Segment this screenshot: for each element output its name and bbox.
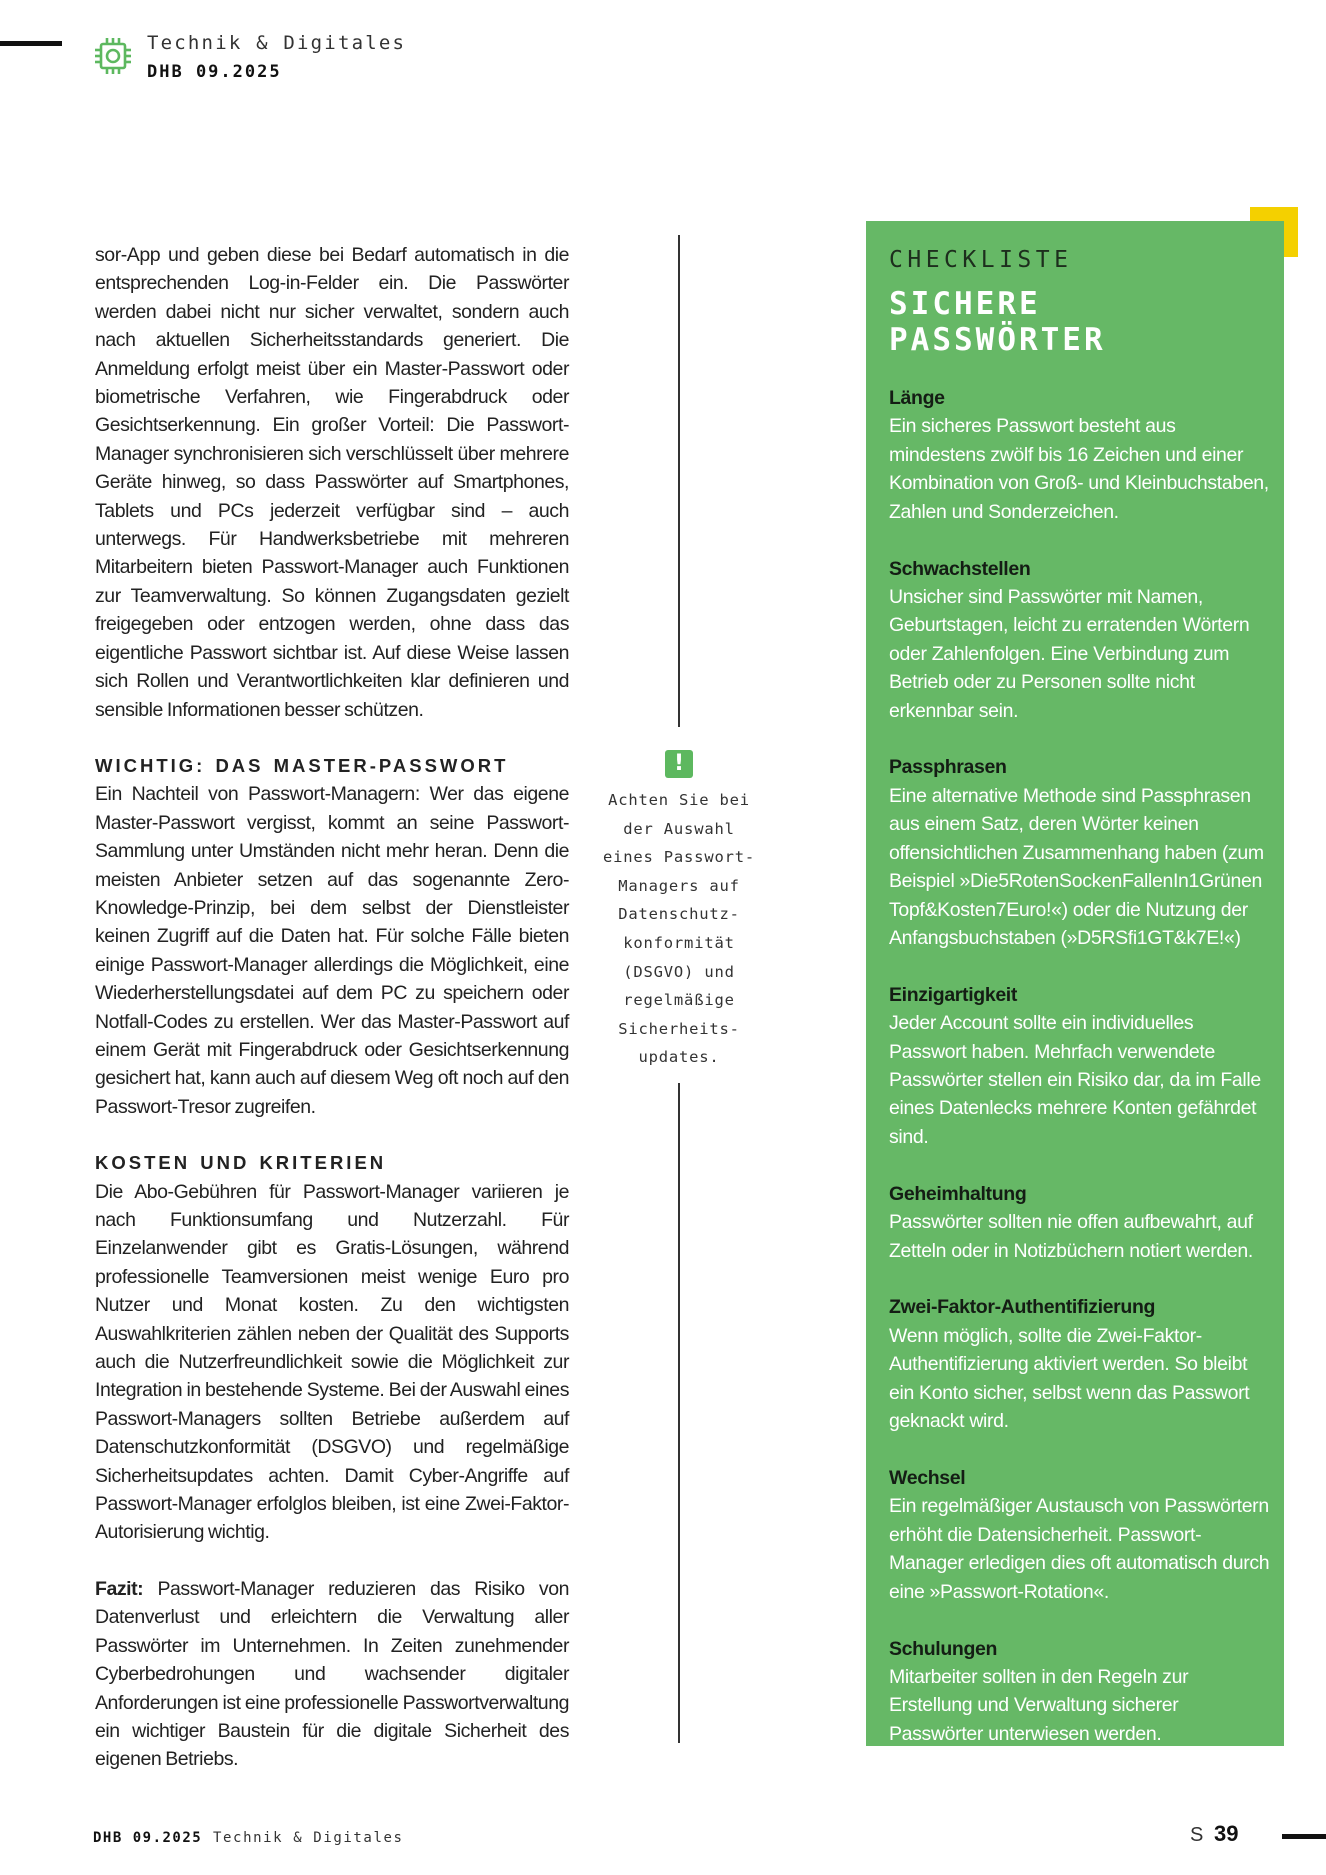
footer-issue: DHB 09.2025 <box>93 1830 203 1846</box>
checklist-item-text: Eine alternative Methode sind Passphrasen aus einem Satz, deren Wörter keinen offensichtlichen Zusammenhang haben (zum Beispiel »Die5RotenSockenFallenIn1Grünen Topf&Kosten7Euro!«) oder die Nutzung der Anfangsbuchstaben (»D5RSfi1GT&k7E!«) <box>889 784 1264 949</box>
header-section-title: Technik & Digitales <box>147 32 407 54</box>
checklist-item-text: Passwörter sollten nie offen aufbewahrt, auf Zetteln oder in Notizbüchern notiert werden. <box>889 1211 1253 1262</box>
section-heading-master-password: WICHTIG: DAS MASTER-PASSWORT <box>95 754 509 776</box>
divider-line-top <box>678 235 680 727</box>
checklist-item <box>889 981 1274 1151</box>
checklist-item <box>889 753 1274 952</box>
divider-line-bottom <box>678 1083 680 1743</box>
checklist-item-text: Unsicher sind Passwörter mit Namen, Geburtstagen, leicht zu erratenden Wörtern oder Zahlenfolgen. Eine Verbindung zum Betrieb oder zu Personen sollte nicht erkennbar sein. <box>889 585 1250 722</box>
checklist-item <box>889 1464 1274 1606</box>
sidenote-line: (DSGVO) und <box>623 962 735 981</box>
intro-paragraph: sor-App und geben diese bei Bedarf automatisch in die entsprechenden Log-in-Felder ein. Die Passwörter werden dabei nicht nur sicher verwaltet, sondern auch nach aktuellen Sicherheitsstandards generiert. Die Anmeldung erfolgt meist über ein Master-Passwort oder biometrische Verfahren, wie Fingerabdruck oder Gesichtserkennung. Ein großer Vorteil: Die Passwort-Manager synchronisieren sich verschlüsselt über mehrere Geräte hinweg, so dass Passwörter auf Smartphones, Tablets und PCs jederzeit verfügbar sind – auch unterwegs. Für Handwerksbetriebe mit mehreren Mitarbeitern bieten Passwort-Manager auch Funktionen zur Teamverwaltung. So können Zugangsdaten gezielt freigegeben oder entzogen werden, ohne dass das eigentliche Passwort sichtbar ist. Auf diese Weise lassen sich Rollen und Verantwortlichkeiten klar definieren und sensible Informationen besser schützen. <box>95 244 569 721</box>
header-issue: DHB 09.2025 <box>147 62 282 82</box>
main-article <box>95 241 569 1802</box>
checklist-item-text: Ein regelmäßiger Austausch von Passwörtern erhöht die Datensicherheit. Passwort-Manager erledigen dies oft automatisch durch eine »Passwort-Rotation«. <box>889 1495 1270 1603</box>
checklist-item-title: Schwachstellen <box>889 557 1031 580</box>
checklist-item-title: Länge <box>889 387 945 409</box>
fazit-paragraph <box>95 1575 569 1774</box>
checklist-title-line: SICHERE <box>889 286 1041 322</box>
section-heading-costs: KOSTEN UND KRITERIEN <box>95 1152 387 1174</box>
sidenote-line: eines Passwort- <box>603 848 755 867</box>
costs-paragraph: Die Abo-Gebühren für Passwort-Manager variieren je nach Funktionsumfang und Nutzerzahl. Für Einzelanwender gibt es Gratis-Lösungen, während professionelle Teamversionen meist wenige Euro pro Nutzer und Monat kosten. Zu den wichtigsten Auswahlkriterien zählen neben der Qualität des Supports auch die Nutzerfreundlichkeit sowie die Möglichkeit zur Integration in bestehende Systeme. Bei der Auswahl eines Passwort-Managers sollten Betriebe außerdem auf Datenschutzkonformität (DSGVO) und regelmäßige Sicherheitsupdates achten. Damit Cyber-Angriffe auf Passwort-Manager erfolglos bleiben, ist eine Zwei-Faktor-Autorisierung wichtig. <box>95 1180 569 1544</box>
checklist-item-text: Jeder Account sollte ein individuelles Passwort haben. Mehrfach verwendete Passwörter stellen ein Risiko dar, da im Falle eines Datenlecks mehrere Konten gefährdet sind. <box>889 1012 1261 1148</box>
checklist-item-title: Schulungen <box>889 1637 998 1660</box>
header-rule <box>0 41 62 46</box>
footer-rule <box>1282 1834 1326 1839</box>
checklist-item <box>889 1293 1274 1435</box>
exclamation-icon: ! <box>665 750 693 778</box>
checklist-kicker: CHECKLISTE <box>889 247 1073 273</box>
checklist-item-text: Ein sicheres Passwort besteht aus mindestens zwölf bis 16 Zeichen und einer Kombination von Groß- und Kleinbuchstaben, Zahlen und Sonderzeichen. <box>889 415 1269 523</box>
checklist-item <box>889 384 1274 526</box>
checklist-item <box>889 1635 1274 1749</box>
checklist-item-text: Wenn möglich, sollte die Zwei-Faktor-Authentifizierung aktiviert werden. So bleibt ein Konto sicher, selbst wenn das Passwort geknackt wird. <box>889 1324 1250 1433</box>
footer-section: Technik & Digitales <box>213 1830 404 1846</box>
sidenote-line: updates. <box>638 1048 720 1067</box>
checklist-item <box>889 555 1274 725</box>
checklist-title <box>889 286 1106 358</box>
sidenote-line: Managers auf <box>618 876 740 895</box>
sidenote-line: Achten Sie bei <box>608 791 750 809</box>
fazit-text: Passwort-Manager reduzieren das Risiko von Datenverlust und erleichtern die Verwaltung aller Passwörter im Unternehmen. In Zeiten zunehmender Cyberbedrohungen und wachsender digitaler Anforderungen ist eine professionelle Passwortverwaltung ein wichtiger Baustein für die digitale Sicherheit des eigenen Betriebs. <box>95 1577 569 1771</box>
page-number: 39 <box>1214 1821 1239 1846</box>
checklist-item-title: Zwei-Faktor-Authentifizierung <box>889 1296 1156 1319</box>
checklist-items <box>889 384 1274 1777</box>
checklist-item-text: Mitarbeiter sollten in den Regeln zur Erstellung und Verwaltung sicherer Passwörter unterwiesen werden. <box>889 1665 1189 1745</box>
sidenote-line: regelmäßige <box>623 991 735 1010</box>
checklist-item-title: Geheimhaltung <box>889 1182 1027 1205</box>
sidenote-line: Sicherheits- <box>618 1019 740 1038</box>
fazit-label: Fazit: <box>95 1577 144 1600</box>
checklist-item-title: Wechsel <box>889 1467 966 1489</box>
chip-icon <box>93 36 133 76</box>
checklist-item-title: Passphrasen <box>889 756 1007 779</box>
sidenote-line: konformität <box>623 933 735 952</box>
checklist-title-line: PASSWÖRTER <box>889 322 1106 358</box>
page-prefix: S <box>1190 1824 1204 1846</box>
checklist-item-title: Einzigartigkeit <box>889 983 1018 1006</box>
sidenote-line: Datenschutz- <box>618 905 740 924</box>
sidenote-line: der Auswahl <box>623 819 735 838</box>
master-password-paragraph: Ein Nachteil von Passwort-Managern: Wer das eigene Master-Passwort vergisst, kommt an seine Passwort-Sammlung unter Umständen nicht mehr heran. Denn die meisten Anbieter setzen auf das sogenannte Zero-Knowledge-Prinzip, bei dem selbst der Dienstleister keinen Zugriff auf die Daten hat. Für solche Fälle bieten einige Passwort-Manager allerdings die Möglichkeit, eine Wiederherstellungsdatei auf dem PC zu speichern oder Notfall-Codes zu erstellen. Wer das Master-Passwort auf einem Gerät mit Fingerabdruck oder Gesichtserkennung gesichert hat, kann auch auf diesem Weg oft noch auf den Passwort-Tresor zugreifen. <box>95 783 569 1118</box>
checklist-item <box>889 1180 1274 1265</box>
sidenote <box>590 786 768 1072</box>
